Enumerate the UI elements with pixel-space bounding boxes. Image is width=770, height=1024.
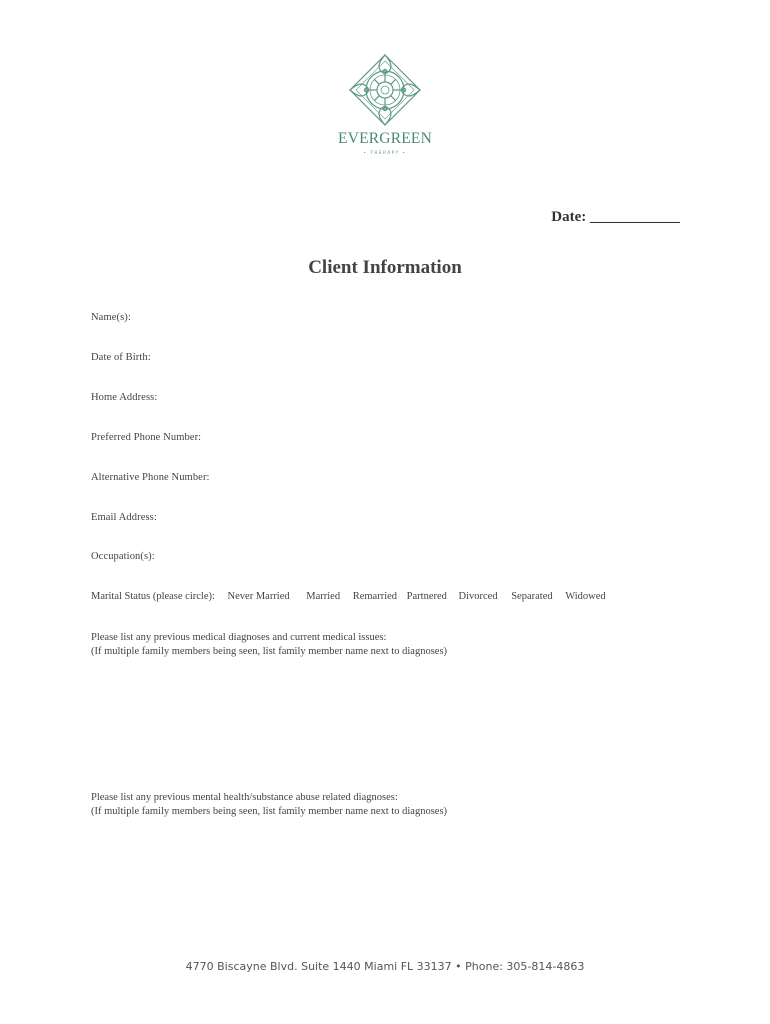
footer-contact: 4770 Biscayne Blvd. Suite 1440 Miami FL 33137 • Phone: 305-814-4863 — [185, 960, 585, 973]
mental-health-prompt: Please list any previous mental health/substance abuse related diagnoses: — [91, 792, 398, 803]
date-field[interactable]: Date: ____________ — [551, 209, 680, 225]
marital-option-divorced[interactable]: Divorced — [458, 591, 498, 602]
marital-option-remarried[interactable]: Remarried — [352, 591, 398, 602]
field-alternative-phone[interactable]: Alternative Phone Number: — [91, 472, 210, 483]
field-date-of-birth[interactable]: Date of Birth: — [91, 352, 151, 363]
marital-status-label: Marital Status (please circle): — [91, 591, 215, 602]
brand-name: EVERGREEN — [338, 130, 432, 147]
medical-diagnoses-section[interactable] — [91, 631, 447, 659]
field-home-address[interactable]: Home Address: — [91, 392, 158, 403]
marital-option-married[interactable]: Married — [306, 591, 341, 602]
field-names[interactable]: Name(s): — [91, 312, 131, 323]
field-occupations[interactable]: Occupation(s): — [91, 551, 155, 562]
marital-status-row — [91, 591, 606, 602]
marital-option-partnered[interactable]: Partnered — [406, 591, 447, 602]
mental-health-note: (If multiple family members being seen, list family member name next to diagnoses) — [91, 806, 448, 817]
medical-note: (If multiple family members being seen, list family member name next to diagnoses) — [91, 646, 448, 657]
marital-option-widowed[interactable]: Widowed — [565, 591, 606, 602]
brand-subtitle: • THERAPY • — [363, 150, 407, 155]
field-preferred-phone[interactable]: Preferred Phone Number: — [91, 432, 202, 443]
field-email-address[interactable]: Email Address: — [91, 512, 157, 523]
evergreen-logo — [337, 52, 433, 156]
marital-option-separated[interactable]: Separated — [511, 591, 553, 602]
medical-prompt: Please list any previous medical diagnoses and current medical issues: — [91, 632, 387, 643]
mental-health-section[interactable] — [91, 791, 447, 819]
page-title: Client Information — [308, 257, 462, 278]
dharma-wheel-icon — [347, 52, 423, 128]
marital-option-never-married[interactable]: Never Married — [227, 591, 290, 602]
